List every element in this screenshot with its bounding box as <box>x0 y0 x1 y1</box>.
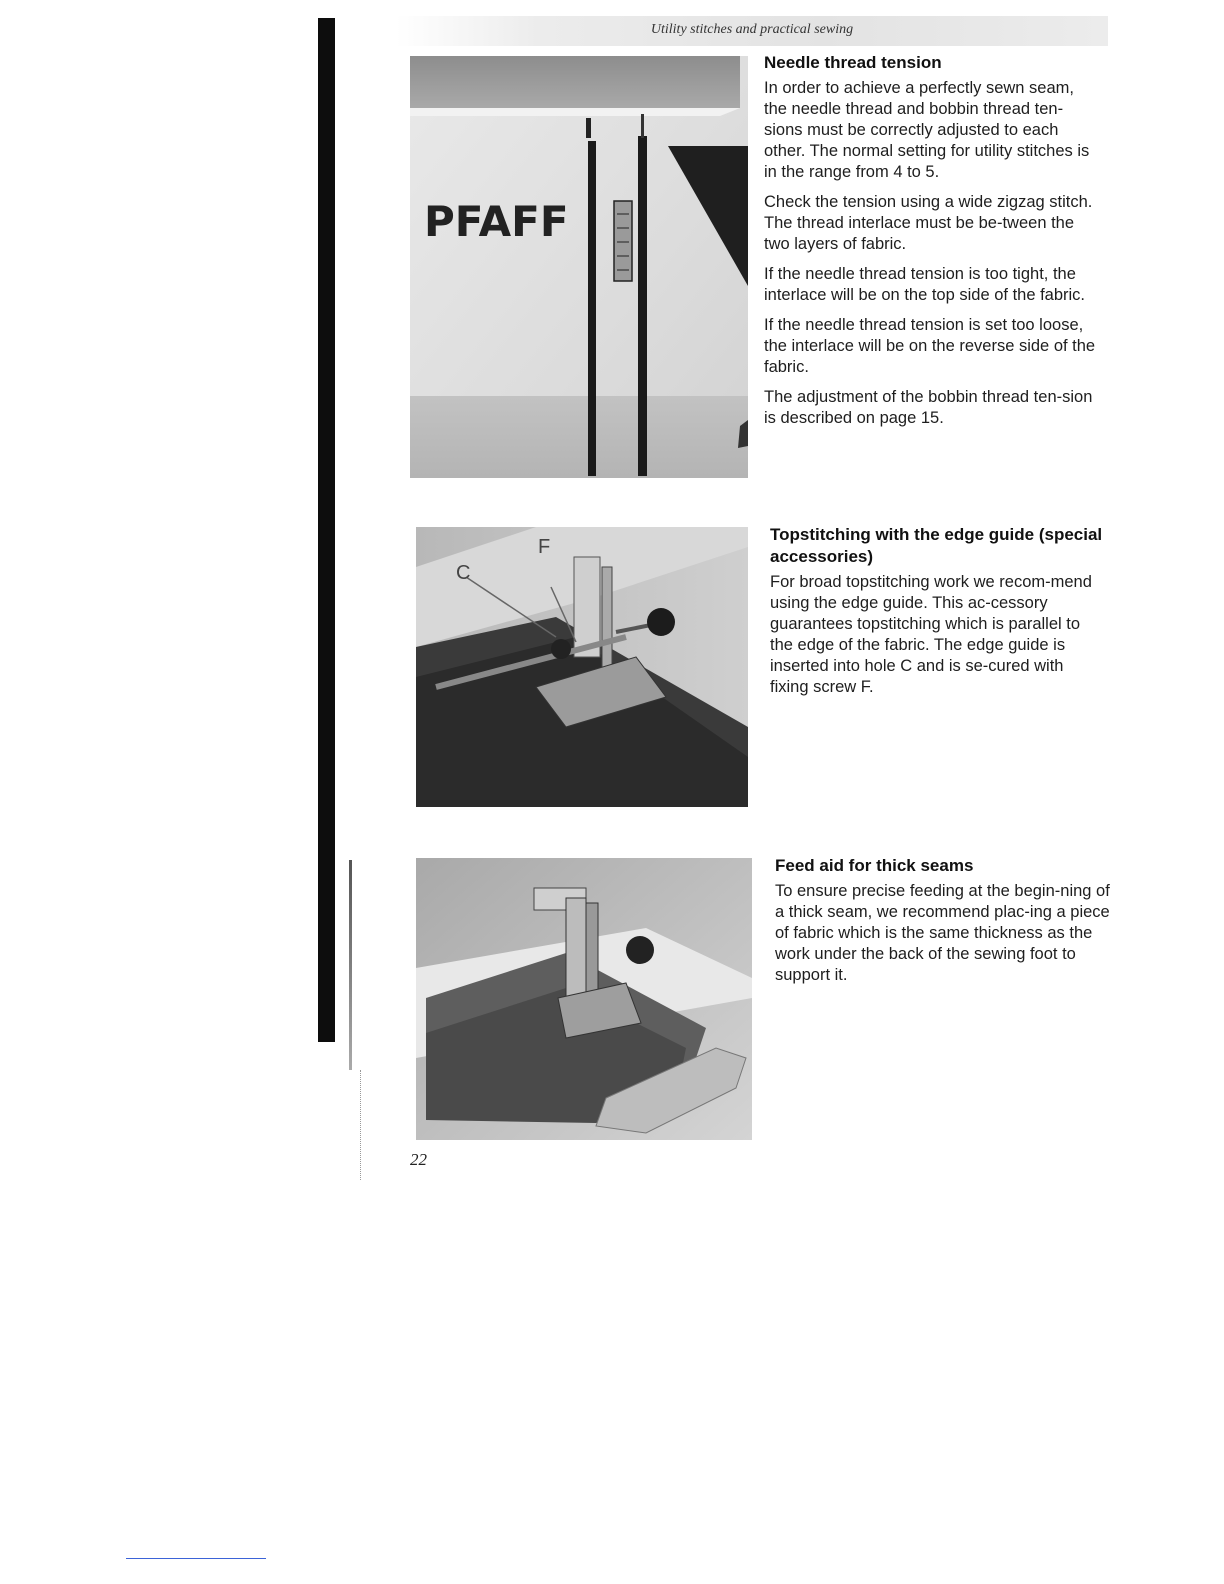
binding-edge <box>318 18 335 1042</box>
binding-shadow-dots <box>360 1070 363 1180</box>
binding-shadow <box>349 860 352 1070</box>
edge-guide-photo <box>416 527 748 807</box>
feed-aid-photo <box>416 858 752 1140</box>
paragraph: To ensure precise feeding at the begin-ning of a thick seam, we recommend plac-ing a piece of fabric which is the same thickness as the work under the back of the sewing foot to support it. <box>775 882 1110 984</box>
paragraph: For broad topstitching work we recom-mend using the edge guide. This ac-cessory guarantees topstitching which is parallel to the edge of the fabric. The edge guide is inserted into hole C and is se-cured with fixing screw F. <box>770 573 1092 696</box>
paragraph: If the needle thread tension is too tight, the interlace will be on the top side of the fabric. <box>764 265 1086 304</box>
section-feed-aid <box>775 855 1111 995</box>
page-number: 22 <box>410 1150 427 1169</box>
section-topstitching <box>770 524 1106 707</box>
section-title: Topstitching with the edge guide (special accessories) <box>770 525 1103 566</box>
paragraph: If the needle thread tension is set too loose, the interlace will be on the reverse side of the fabric. <box>764 316 1096 376</box>
running-head: Utility stitches and practical sewing <box>650 22 854 37</box>
paragraph: In order to achieve a perfectly sewn seam, the needle thread and bobbin thread ten-sions must be correctly adjusted to each other. The normal setting for utility stitches is in the range from 4 to 5. <box>764 79 1090 181</box>
paragraph: The adjustment of the bobbin thread ten-sion is described on page 15. <box>764 388 1093 427</box>
section-needle-thread-tension <box>764 52 1100 438</box>
label-c: C <box>456 562 471 584</box>
pfaff-logo: PFAFF <box>424 197 569 246</box>
label-f: F <box>538 536 551 558</box>
section-title: Needle thread tension <box>764 53 942 72</box>
footer-rule <box>126 1558 266 1559</box>
tension-dial-photo <box>410 56 748 478</box>
paragraph: Check the tension using a wide zigzag stitch. The thread interlace must be be-tween the two layers of fabric. <box>764 193 1093 253</box>
section-title: Feed aid for thick seams <box>775 856 974 875</box>
